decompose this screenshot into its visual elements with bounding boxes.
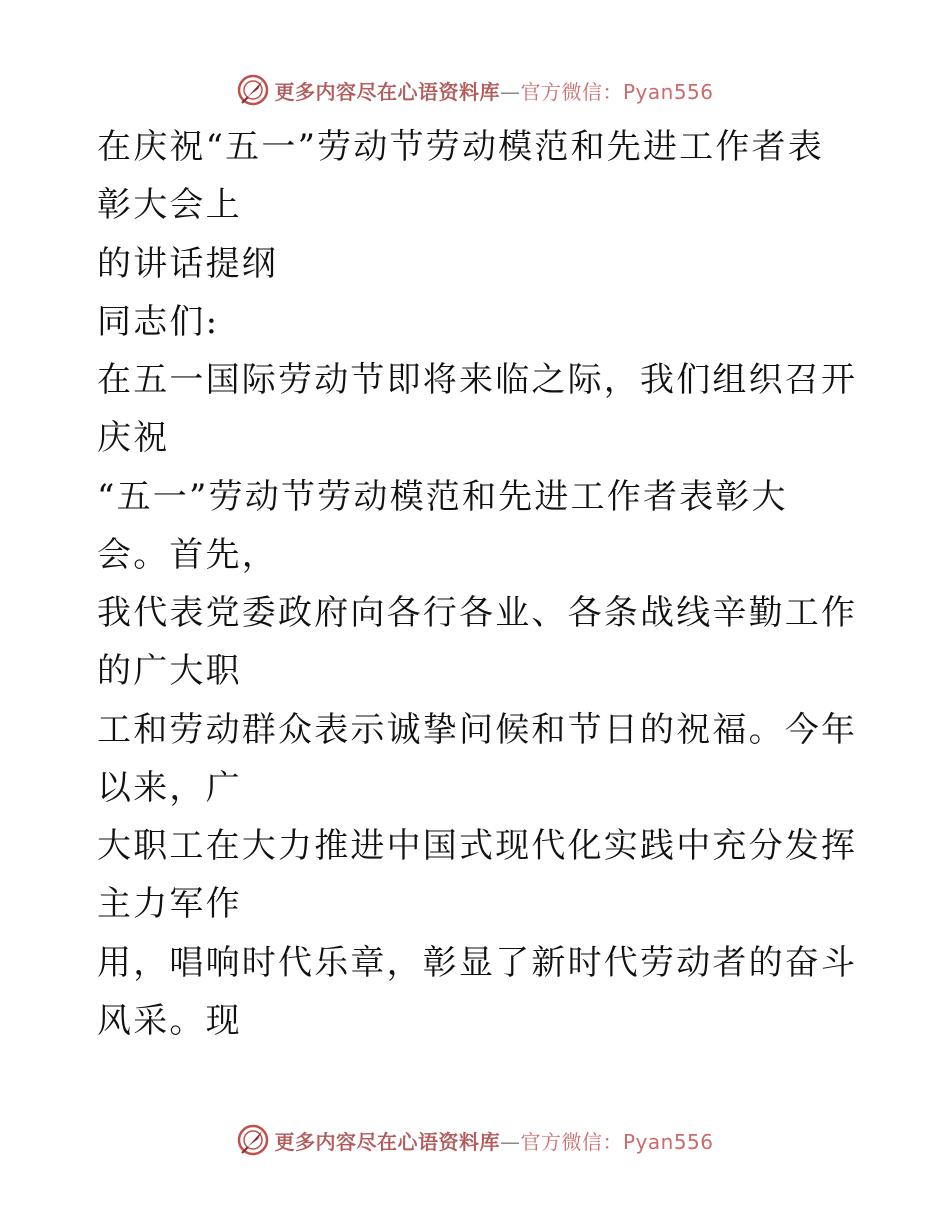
text-line: 的广大职 [97, 651, 242, 691]
watermark-text [274, 76, 713, 105]
text-line: 在五一国际劳动节即将来临之际，我们组织召开 [97, 360, 858, 400]
text-line: 风采。现 [97, 1001, 242, 1041]
text-line: 以来，广 [97, 768, 242, 808]
watermark-wechat-label: 官方微信： [520, 1129, 623, 1154]
text-line: 在庆祝“五一”劳动节劳动模范和先进工作者表 [97, 127, 824, 167]
text-line: 同志们: [97, 302, 220, 342]
text-line: 的讲话提纲 [97, 244, 278, 284]
watermark-site: 更多内容尽在心语资料库 [274, 1129, 500, 1154]
text-line: 庆祝 [97, 418, 170, 458]
watermark-text [274, 1126, 713, 1155]
watermark-separator: — [499, 1129, 521, 1154]
watermark-wechat-id: Pyan556 [622, 79, 714, 104]
header-watermark [0, 70, 950, 110]
watermark-wechat-id: Pyan556 [622, 1129, 714, 1154]
text-line: 我代表党委政府向各行各业、各条战线辛勤工作 [97, 593, 858, 633]
text-line: “五一”劳动节劳动模范和先进工作者表彰大 [97, 477, 788, 517]
text-line: 用，唱响时代乐章，彰显了新时代劳动者的奋斗 [97, 943, 858, 983]
quill-logo-icon [236, 1123, 270, 1157]
text-line: 主力军作 [97, 884, 242, 924]
text-line: 彰大会上 [97, 185, 242, 225]
text-line: 工和劳动群众表示诚挚问候和节日的祝福。今年 [97, 710, 858, 750]
watermark-site: 更多内容尽在心语资料库 [274, 79, 500, 104]
text-line: 会。首先， [97, 535, 278, 575]
watermark-separator: — [499, 79, 521, 104]
quill-logo-icon [236, 73, 270, 107]
footer-watermark [0, 1120, 950, 1160]
watermark-wechat-label: 官方微信： [520, 79, 623, 104]
text-line: 大职工在大力推进中国式现代化实践中充分发挥 [97, 826, 858, 866]
